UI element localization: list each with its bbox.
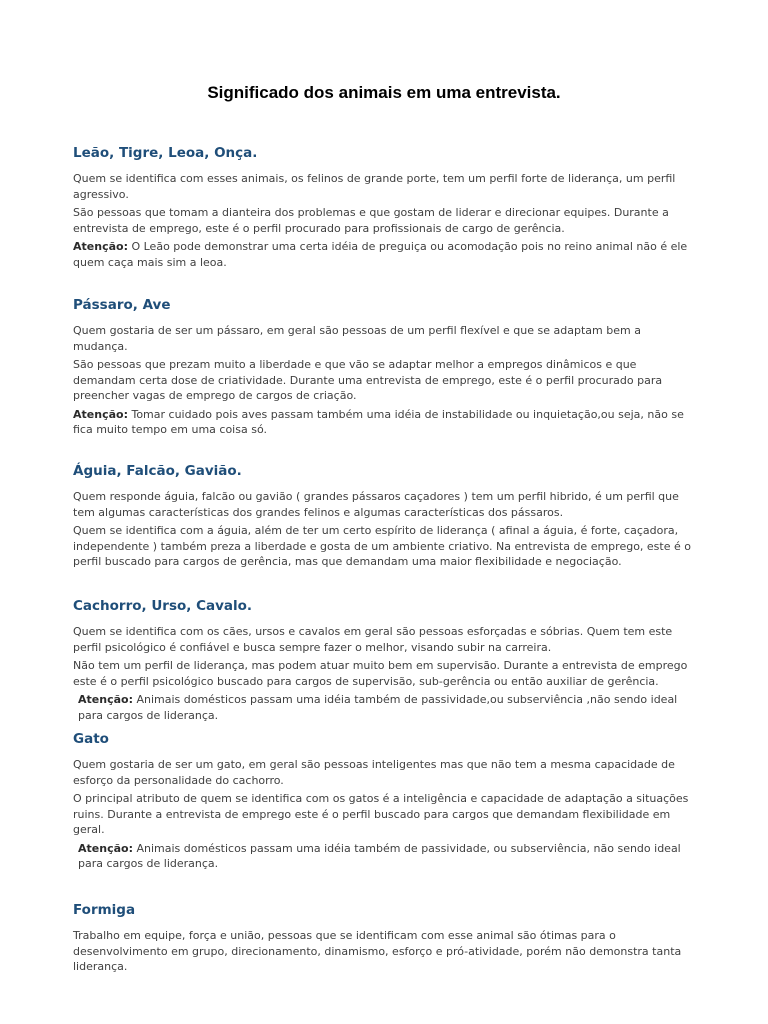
section-eagle [73, 462, 695, 573]
section-lion [73, 144, 695, 273]
paragraph: O principal atributo de quem se identifica com os gatos é a inteligência e capacidade de adaptação a situações ruins. Durante a entrevista de emprego este é o perfil buscado para cargos que demandam flexibilidade em geral. [73, 792, 689, 836]
section-ant [73, 901, 695, 978]
attention-text: Animais domésticos passam uma idéia também de passividade,ou subserviência ,não sendo ideal para cargos de liderança. [78, 693, 678, 722]
attention-note [73, 239, 695, 270]
paragraph: Quem gostaria de ser um pássaro, em geral são pessoas de um perfil flexível e que se adaptam bem a mudança. [73, 324, 641, 353]
section-heading: Formiga [73, 902, 136, 918]
attention-note [73, 407, 695, 438]
paragraph: São pessoas que tomam a dianteira dos problemas e que gostam de liderar e direcionar equipes. Durante a entrevista de emprego, este é o perfil procurado para profissionais de cargo de gerência. [73, 206, 669, 235]
attention-text: Animais domésticos passam uma idéia também de passividade, ou subserviência, não sendo ideal para cargos de liderança. [78, 841, 681, 870]
section-dog [73, 597, 695, 726]
section-cat [73, 730, 695, 875]
paragraph: Quem gostaria de ser um gato, em geral são pessoas inteligentes mas que não tem a mesma capacidade de esforço da personalidade do cachorro. [73, 758, 675, 787]
attention-note [73, 692, 695, 723]
attention-label: Atenção: [78, 693, 133, 706]
paragraph: Quem se identifica com os cães, ursos e cavalos em geral são pessoas esforçadas e sóbrias. Quem tem este perfil psicológico é confiável e busca sempre fazer o melhor, visando subir na carreira. [73, 625, 673, 654]
attention-label: Atenção: [78, 841, 133, 855]
paragraph: Quem se identifica com esses animais, os felinos de grande porte, tem um perfil forte de liderança, um perfil agressivo. [73, 172, 676, 201]
paragraph: São pessoas que prezam muito a liberdade e que vão se adaptar melhor a empregos dinâmicos e que demandam certa dose de criatividade. Durante uma entrevista de emprego, este é o perfil procurado para preencher vagas de emprego de cargos de criação. [73, 358, 663, 402]
paragraph: Trabalho em equipe, força e união, pessoas que se identificam com esse animal são ótimas para o desenvolvimento em grupo, direcionamento, dinamismo, esforço e pró-atividade, porém não demonstra tanta liderança. [73, 929, 682, 973]
attention-label: Atenção: [73, 240, 128, 253]
document-title: Significado dos animais em uma entrevista. [207, 83, 561, 102]
paragraph: Quem se identifica com a águia, além de ter um certo espírito de liderança ( afinal a águia, é forte, caçadora, independente ) também preza a liberdade e gosta de um ambiente criativo. Na entrevista de emprego, este é o perfil buscado para cargos de gerência, mas que demandam uma maior flexibilidade e negociação. [73, 524, 691, 568]
attention-note [73, 841, 695, 872]
section-heading: Leão, Tigre, Leoa, Onça. [73, 145, 258, 161]
attention-label: Atenção: [73, 407, 128, 421]
section-heading: Águia, Falcão, Gavião. [73, 463, 242, 479]
attention-text: Tomar cuidado pois aves passam também uma idéia de instabilidade ou inquietação,ou seja, não se fica muito tempo em uma coisa só. [73, 407, 684, 436]
section-heading: Cachorro, Urso, Cavalo. [73, 598, 253, 614]
section-bird [73, 296, 695, 441]
attention-text: O Leão pode demonstrar uma certa idéia de preguiça ou acomodação pois no reino animal não é ele quem caça mais sim a leoa. [73, 240, 688, 269]
section-heading: Pássaro, Ave [73, 297, 171, 313]
paragraph: Quem responde águia, falcão ou gavião ( grandes pássaros caçadores ) tem um perfil hibrido, é um perfil que tem algumas características dos grandes felinos e algumas características dos pássaros. [73, 490, 679, 519]
section-heading: Gato [73, 731, 109, 747]
paragraph: Não tem um perfil de liderança, mas podem atuar muito bem em supervisão. Durante a entrevista de emprego este é o perfil psicológico buscado para cargos de supervisão, sub-gerência ou então auxiliar de gerência. [73, 659, 688, 688]
